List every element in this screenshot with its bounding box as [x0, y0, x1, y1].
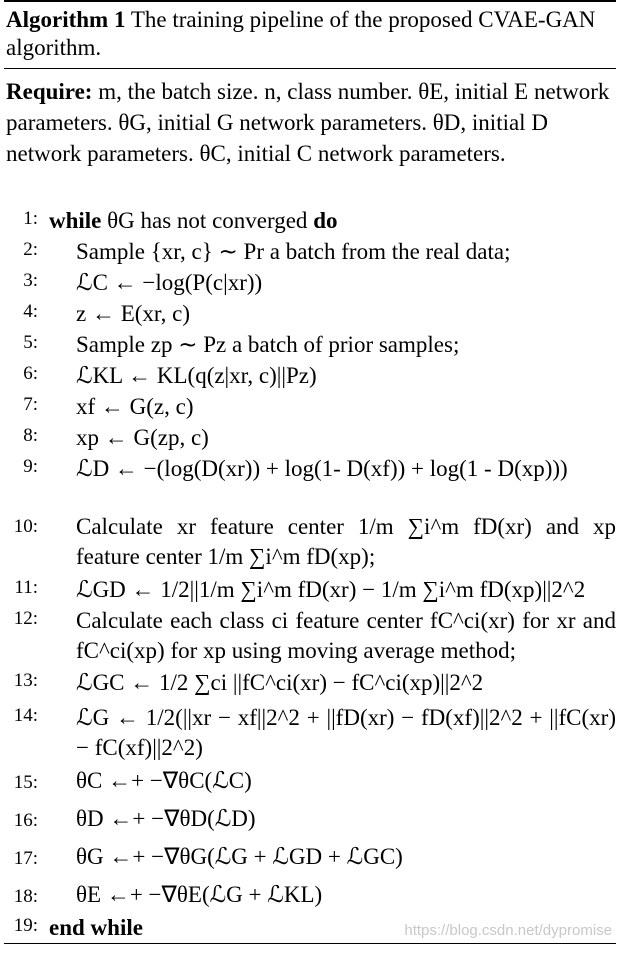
line-number: 1:: [23, 208, 38, 229]
algorithm-caption: The training pipeline of the proposed CVAE-GAN algorithm.: [6, 7, 596, 60]
title-rule: [4, 68, 616, 69]
line-number: 7:: [23, 394, 38, 415]
top-rule: [4, 0, 616, 2]
line-number: 14:: [13, 705, 38, 726]
line-number: 11:: [14, 577, 38, 598]
line-number: 2:: [23, 239, 38, 260]
step-text: Sample {xr, c} ∼ Pr a batch from the real data;: [76, 239, 511, 264]
line-number: 13:: [13, 670, 38, 691]
line-number: 10:: [13, 516, 38, 537]
line-number: 9:: [23, 456, 38, 477]
require-text: m, the batch size. n, class number. θE, initial E network parameters. θG, initial G network parameters. θD, initial D network parameters. θC, initial C network parameters.: [6, 79, 610, 166]
line-number: 19:: [13, 915, 38, 936]
step-text: z ← E(xr, c): [76, 301, 191, 326]
line-number: 18:: [13, 886, 38, 907]
line-number: 5:: [23, 332, 38, 353]
line-number: 8:: [23, 425, 38, 446]
step-text: θC ←+ −∇θC(ℒC): [76, 768, 252, 793]
line-number: 12:: [13, 608, 38, 629]
algorithm-title: [6, 6, 614, 62]
step-text: Calculate xr feature center 1/m ∑i^m fD(xr) and xp feature center 1/m ∑i^m fD(xp);: [76, 514, 616, 569]
step-text: ℒKL ← KL(q(z|xr, c)||Pz): [76, 363, 317, 388]
step-text: while θG has not converged do: [49, 208, 338, 233]
step-text: xf ← G(z, c): [76, 394, 194, 419]
step-text: θE ←+ −∇θE(ℒG + ℒKL): [76, 882, 323, 907]
line-number: 3:: [23, 270, 38, 291]
require-label: Require:: [6, 79, 93, 104]
require-block: [6, 76, 614, 169]
step-text: Sample zp ∼ Pz a batch of prior samples;: [76, 332, 460, 357]
algorithm-label: Algorithm 1: [6, 7, 126, 32]
step-text: Calculate each class ci feature center fC^ci(xr) for xr and fC^ci(xp) for xp using moving average method;: [76, 608, 616, 663]
line-number: 4:: [23, 301, 38, 322]
step-text: ℒGC ← 1/2 ∑ci ||fC^ci(xr) − fC^ci(xp)||2^2: [76, 670, 484, 695]
step-text: xp ← G(zp, c): [76, 425, 209, 450]
watermark-text: https://blog.csdn.net/dypromise: [404, 922, 612, 939]
bottom-rule: [4, 943, 616, 944]
step-text: θG ←+ −∇θG(ℒG + ℒGD + ℒGC): [76, 844, 403, 869]
step-text: ℒG ← 1/2(||xr − xf||2^2 + ||fD(xr) − fD(xf)||2^2 + ||fC(xr) − fC(xf)||2^2): [76, 705, 616, 760]
line-number: 15:: [13, 772, 38, 793]
step-text: end while: [49, 915, 143, 940]
line-number: 6:: [23, 363, 38, 384]
step-text: ℒD ← −(log(D(xr)) + log(1- D(xf)) + log(1 - D(xp))): [76, 456, 568, 481]
step-text: ℒGD ← 1/2||1/m ∑i^m fD(xr) − 1/m ∑i^m fD(xp)||2^2: [76, 577, 586, 602]
line-number: 17:: [13, 848, 38, 869]
line-number: 16:: [13, 810, 38, 831]
step-text: ℒC ← −log(P(c|xr)): [76, 270, 263, 295]
step-text: θD ←+ −∇θD(ℒD): [76, 806, 256, 831]
